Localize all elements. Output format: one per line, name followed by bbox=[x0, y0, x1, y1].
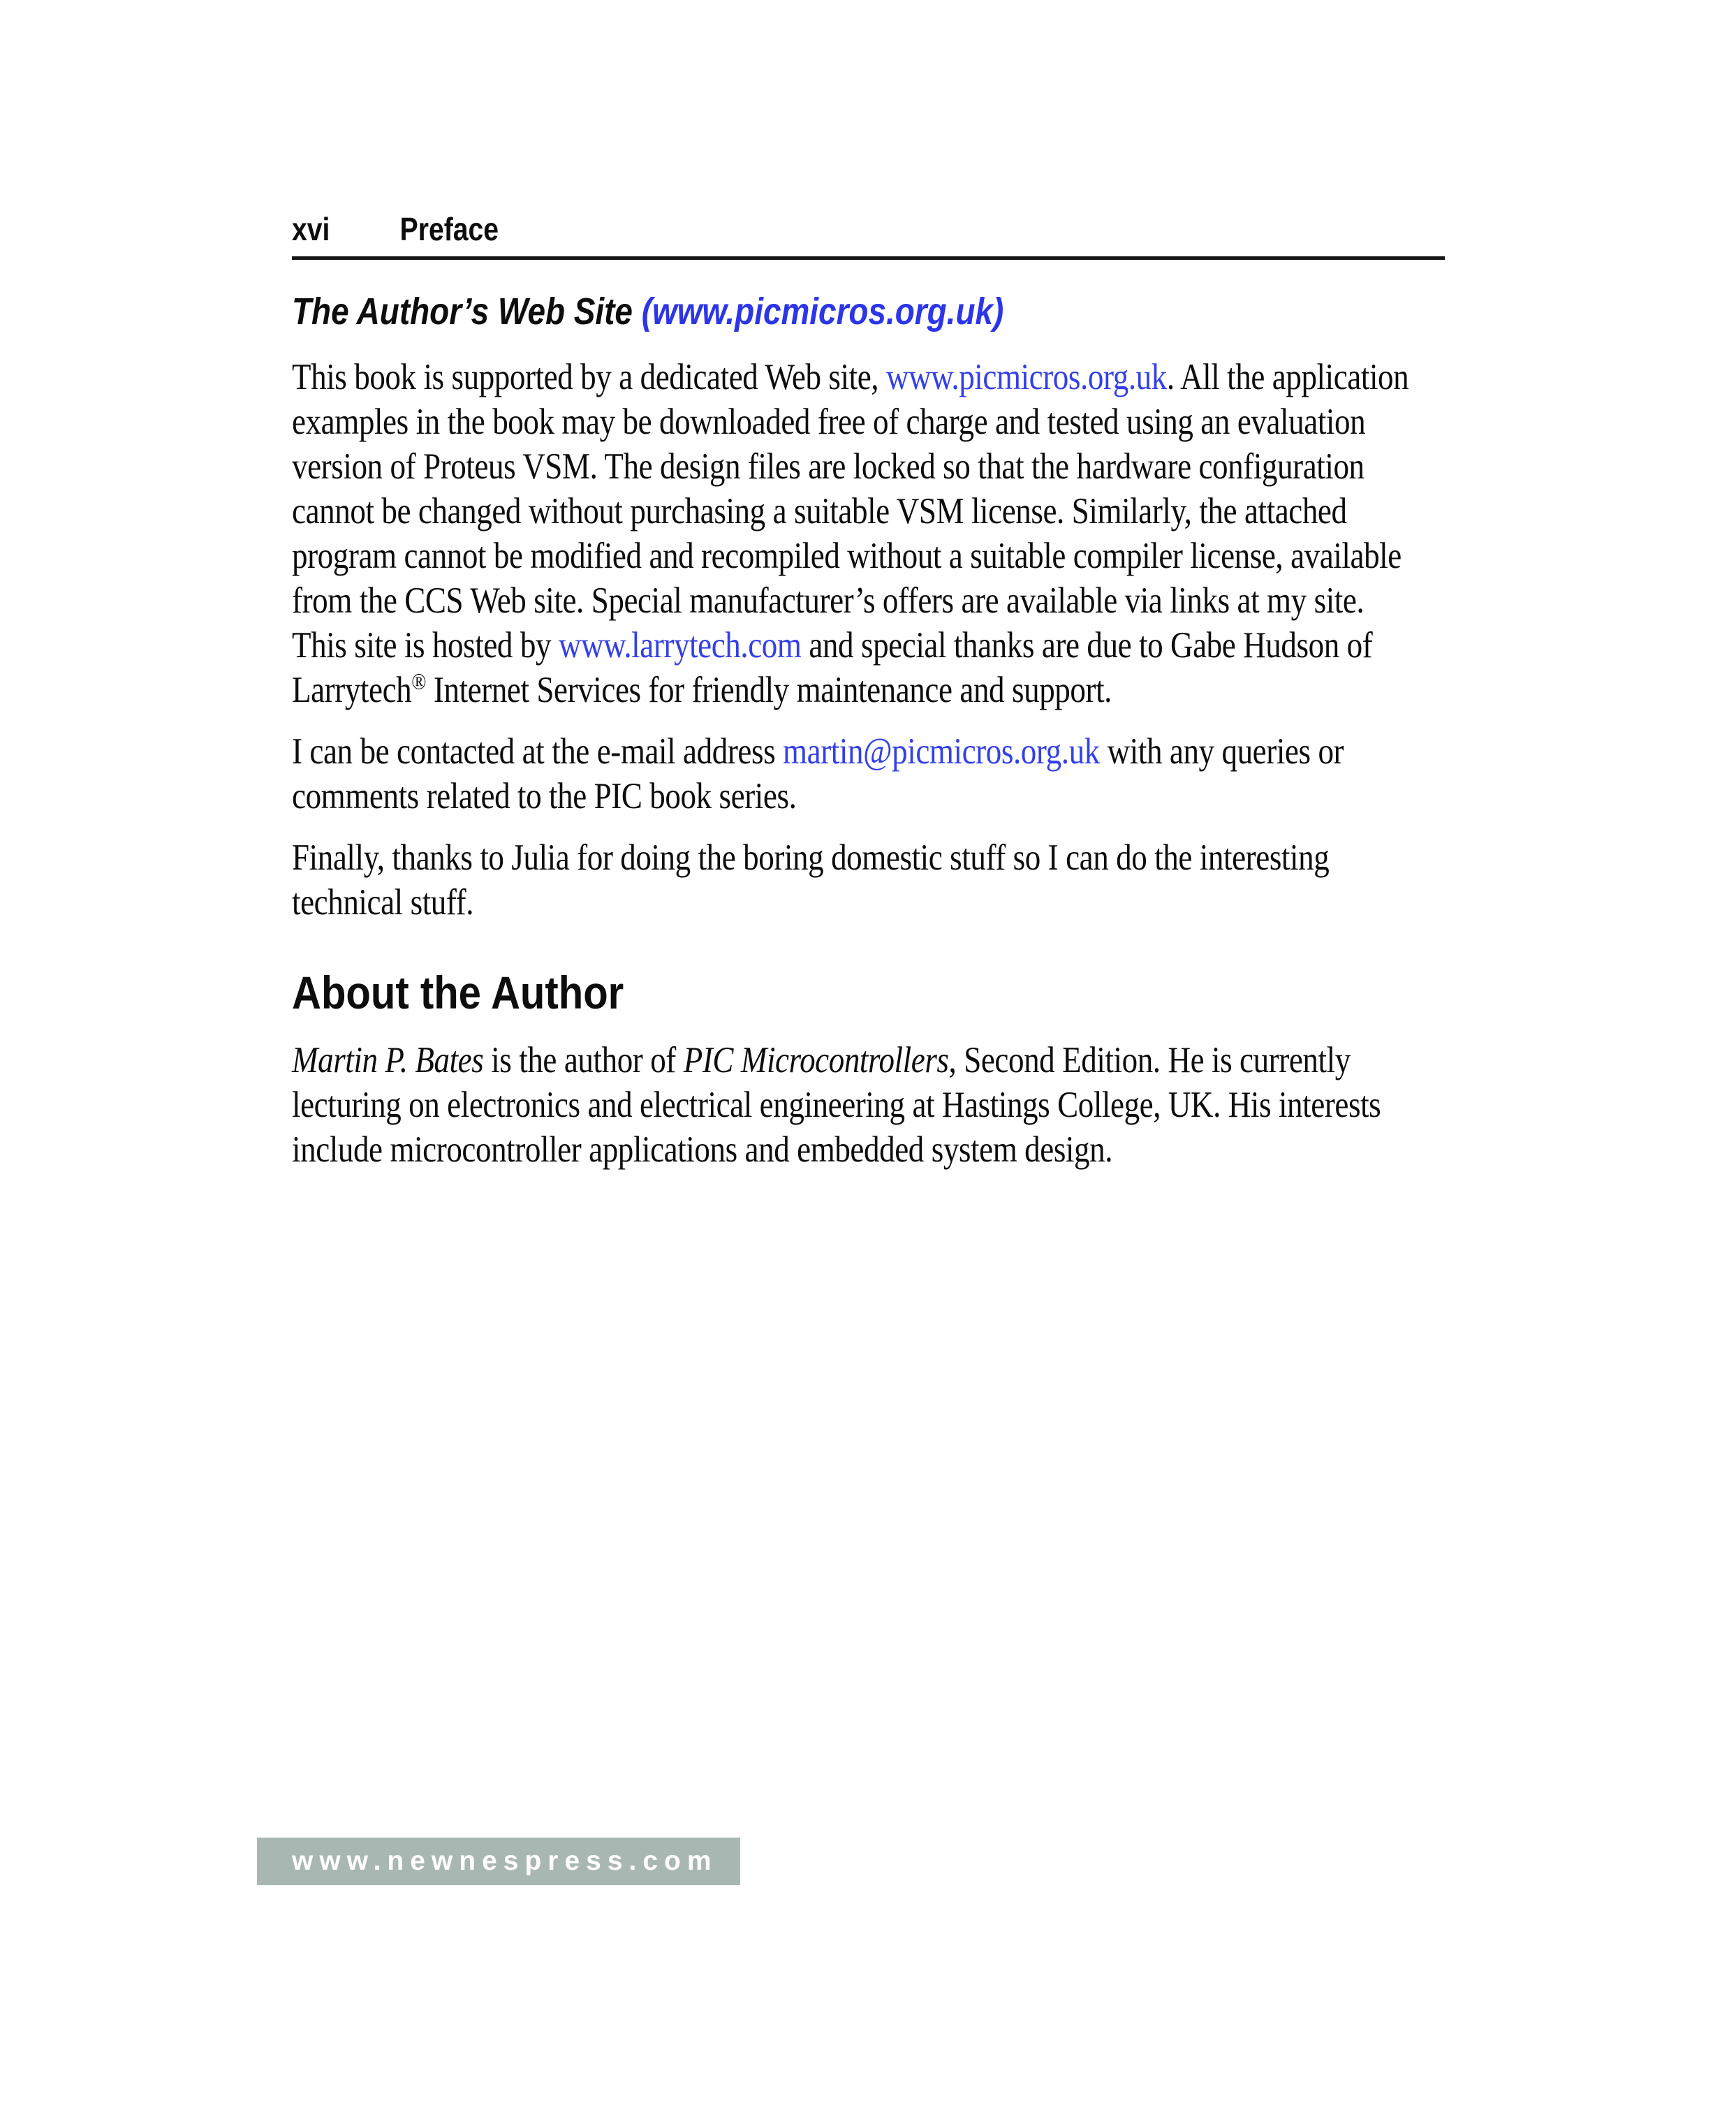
website-section-heading bbox=[292, 291, 1420, 332]
registered-mark: ® bbox=[411, 669, 427, 695]
website-heading-url: (www.picmicros.org.uk) bbox=[641, 291, 1004, 332]
running-title: Preface bbox=[399, 211, 499, 247]
body-text: Internet Services for friendly maintenance and support. bbox=[426, 670, 1112, 710]
body-text: with any queries or comments related to the PIC book series. bbox=[292, 731, 1344, 816]
page-number: xvi bbox=[292, 211, 330, 247]
page-content bbox=[292, 0, 1619, 1172]
publisher-footer-bar bbox=[257, 1838, 740, 1885]
running-header bbox=[292, 212, 1420, 246]
publisher-url: www.newnespress.com bbox=[292, 1846, 718, 1876]
paragraph-thanks: Finally, thanks to Julia for doing the boring domestic stuff so I can do the interesting technical stuff. bbox=[292, 837, 1330, 923]
body-text: is the author of bbox=[483, 1040, 684, 1080]
website-heading-text: The Author’s Web Site bbox=[292, 291, 642, 332]
paragraph-author-bio bbox=[292, 1038, 1420, 1172]
book-title: PIC Microcontrollers bbox=[683, 1040, 949, 1080]
body-text: This book is supported by a dedicated Web site, bbox=[292, 357, 886, 397]
larrytech-link[interactable]: www.larrytech.com bbox=[558, 625, 802, 666]
author-name: Martin P. Bates bbox=[292, 1040, 484, 1080]
body-text: I can be contacted at the e-mail address bbox=[292, 731, 784, 772]
body-text: , Second Edition. He is currently lecturing on electronics and electrical engineering at Hastings College, UK. His interests include microcontroller applications and embedded system design. bbox=[292, 1040, 1381, 1170]
about-author-heading: About the Author bbox=[292, 967, 624, 1018]
paragraph-web-support bbox=[292, 355, 1420, 712]
header-rule-divider bbox=[292, 256, 1445, 260]
body-text: and special thanks are due to Gabe Hudson of Larrytech bbox=[292, 625, 1373, 710]
body-text: . All the application examples in the book may be downloaded free of charge and tested using an evaluation version of Proteus VSM. The design files are locked so that the hardware configuration cannot be changed without purchasing a suitable VSM license. Similarly, the attached program cannot be modified and recompiled without a suitable compiler license, available from the CCS Web site. Special manufacturer’s offers are available via links at my site. This site is hosted by bbox=[292, 357, 1409, 666]
email-link[interactable]: martin@picmicros.org.uk bbox=[783, 731, 1100, 772]
paragraph-contact bbox=[292, 729, 1420, 819]
picmicros-link[interactable]: www.picmicros.org.uk bbox=[885, 357, 1167, 397]
